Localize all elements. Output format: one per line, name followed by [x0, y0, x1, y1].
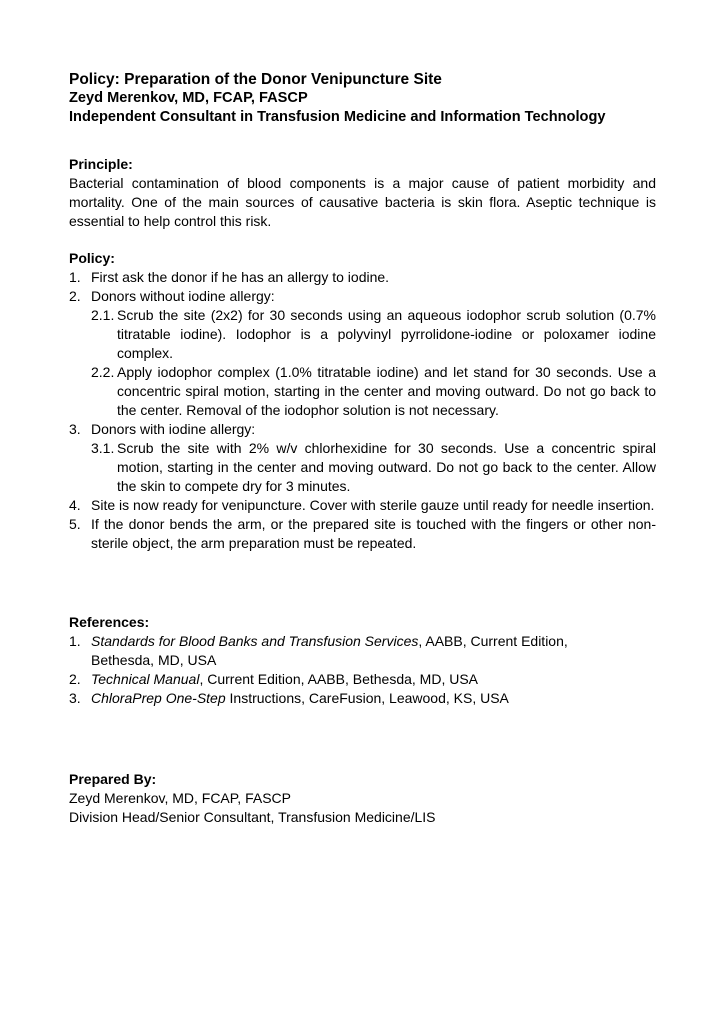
- item-text: Site is now ready for venipuncture. Cover with sterile gauze until ready for needle insertion.: [91, 497, 655, 513]
- reference-title: ChloraPrep One-Step: [91, 690, 226, 706]
- reference-number: 3.: [69, 690, 81, 706]
- policy-subitem: [69, 306, 656, 363]
- subitem-text: Scrub the site with 2% w/v chlorhexidine for 30 seconds. Use a concentric spiral motion, starting in the center and moving outward. Do not go back to the center. Allow the skin to compete dry for 3 minutes.: [117, 440, 656, 494]
- item-text: First ask the donor if he has an allergy to iodine.: [91, 269, 390, 285]
- policy-item: [69, 496, 656, 515]
- author-line: Zeyd Merenkov, MD, FCAP, FASCP: [69, 90, 308, 106]
- policy-item: [69, 268, 656, 287]
- reference-title: Technical Manual: [91, 671, 200, 687]
- policy-list: [69, 268, 656, 553]
- policy-item: [69, 287, 656, 306]
- policy-heading: Policy:: [69, 250, 115, 266]
- reference-item: [69, 632, 656, 670]
- references-heading: References:: [69, 614, 150, 630]
- reference-number: 1.: [69, 633, 81, 649]
- item-number: 1.: [69, 269, 81, 285]
- policy-title: Policy: Preparation of the Donor Venipuncture Site: [69, 71, 442, 88]
- reference-details: , Current Edition, AABB, Bethesda, MD, USA: [199, 671, 479, 687]
- reference-details: Instructions, CareFusion, Leawood, KS, USA: [225, 690, 509, 706]
- item-text: If the donor bends the arm, or the prepared site is touched with the fingers or other non-sterile object, the arm preparation must be repeated.: [91, 516, 656, 551]
- reference-item: [69, 670, 656, 689]
- document-page: [69, 70, 656, 827]
- prepared-by-heading: Prepared By:: [69, 771, 157, 787]
- reference-details: , AABB, Current Edition, Bethesda, MD, USA: [91, 633, 568, 668]
- references-list: [69, 632, 656, 708]
- item-number: 3.: [69, 421, 81, 437]
- item-text: Donors without iodine allergy:: [91, 288, 275, 304]
- item-number: 2.: [69, 288, 81, 304]
- references-section: [69, 613, 656, 708]
- item-number: 4.: [69, 497, 81, 513]
- reference-item: [69, 689, 656, 708]
- preparer-role: Division Head/Senior Consultant, Transfusion Medicine/LIS: [69, 809, 436, 825]
- reference-title: Standards for Blood Banks and Transfusion Services: [91, 633, 419, 649]
- policy-item: [69, 420, 656, 439]
- reference-number: 2.: [69, 671, 81, 687]
- item-text: Donors with iodine allergy:: [91, 421, 256, 437]
- principle-section: [69, 155, 656, 231]
- subitem-number: 2.1.: [91, 307, 115, 323]
- affiliation-line: Independent Consultant in Transfusion Medicine and Information Technology: [69, 109, 606, 125]
- subitem-number: 2.2.: [91, 364, 115, 380]
- prepared-by-section: [69, 770, 656, 827]
- policy-subitem: [69, 363, 656, 420]
- principle-heading: Principle:: [69, 156, 133, 172]
- document-header: [69, 70, 656, 127]
- subitem-text: Scrub the site (2x2) for 30 seconds using an aqueous iodophor scrub solution (0.7% titratable iodine). Iodophor is a polyvinyl pyrrolidone-iodine or poloxamer iodine complex.: [117, 307, 656, 361]
- item-number: 5.: [69, 516, 81, 532]
- policy-section: [69, 249, 656, 553]
- principle-text: Bacterial contamination of blood components is a major cause of patient morbidity and mortality. One of the main sources of causative bacteria is skin flora. Aseptic technique is essential to help control this risk.: [69, 175, 656, 229]
- preparer-name: Zeyd Merenkov, MD, FCAP, FASCP: [69, 790, 291, 806]
- subitem-text: Apply iodophor complex (1.0% titratable iodine) and let stand for 30 seconds. Use a concentric spiral motion, starting in the center and moving outward. Do not go back to the center. Removal of the iodophor solution is not necessary.: [117, 364, 656, 418]
- subitem-number: 3.1.: [91, 440, 115, 456]
- policy-subitem: [69, 439, 656, 496]
- policy-item: [69, 515, 656, 553]
